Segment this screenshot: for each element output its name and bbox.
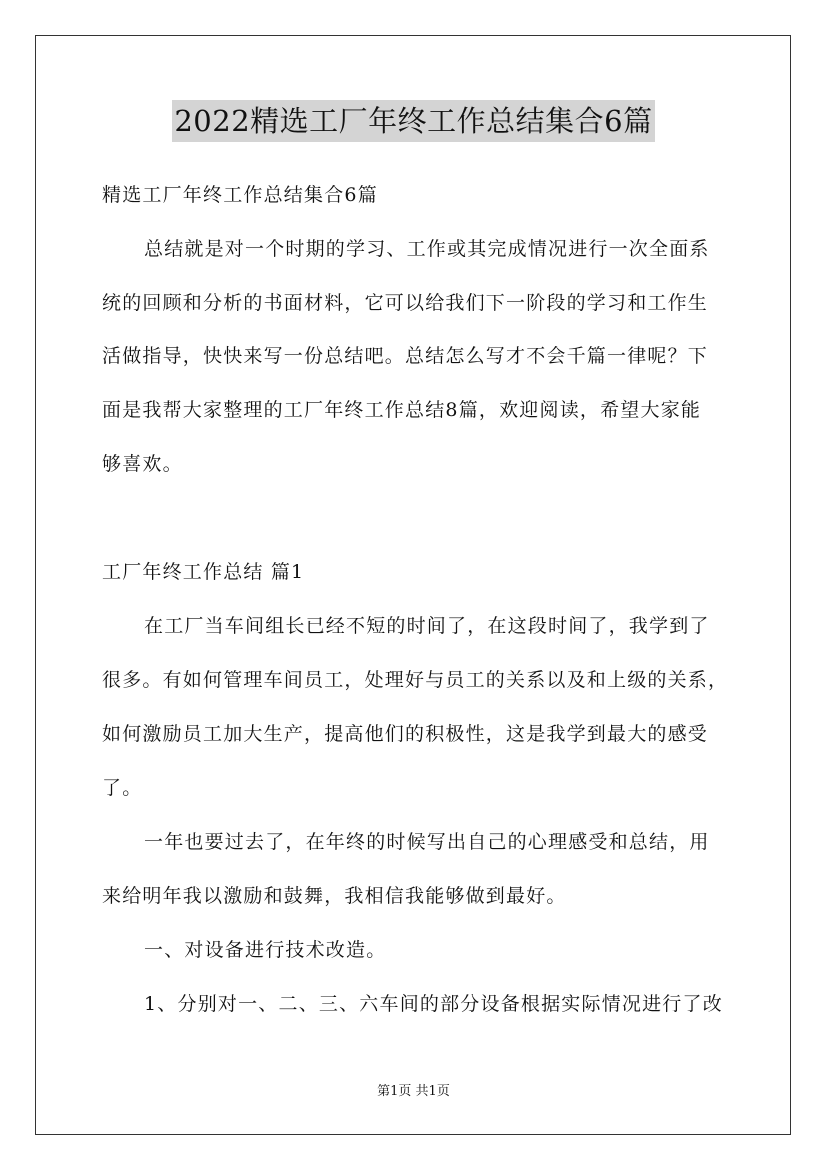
para1-line-2: 很多。有如何管理车间员工，处理好与员工的关系以及和上级的关系， xyxy=(102,669,729,691)
intro-line-5: 够喜欢。 xyxy=(102,453,183,475)
intro-line-4: 面是我帮大家整理的工厂年终工作总结8篇，欢迎阅读，希望大家能 xyxy=(102,399,702,421)
section-heading: 工厂年终工作总结 篇1 xyxy=(102,561,305,583)
item-heading: 一、对设备进行技术改造。 xyxy=(144,939,387,961)
para1-line-1: 在工厂当车间组长已经不短的时间了，在这段时间了，我学到了 xyxy=(144,615,710,637)
intro-line-3: 活做指导，快快来写一份总结吧。总结怎么写才不会千篇一律呢？下 xyxy=(102,345,709,367)
para2-line-1: 一年也要过去了，在年终的时候写出自己的心理感受和总结，用 xyxy=(144,831,710,853)
document-title: 2022精选工厂年终工作总结集合6篇 xyxy=(172,100,654,142)
para1-line-4: 了。 xyxy=(102,777,143,799)
intro-line-2: 统的回顾和分析的书面材料，它可以给我们下一阶段的学习和工作生 xyxy=(102,292,709,314)
intro-line-1: 总结就是对一个时期的学习、工作或其完成情况进行一次全面系 xyxy=(144,238,710,260)
para2-line-2: 来给明年我以激励和鼓舞，我相信我能够做到最好。 xyxy=(102,885,567,907)
document-subtitle: 精选工厂年终工作总结集合6篇 xyxy=(102,184,378,206)
title-container xyxy=(0,100,827,142)
item1-line: 1、分别对一、二、三、六车间的部分设备根据实际情况进行了改 xyxy=(144,993,723,1015)
page-footer: 第1页 共1页 xyxy=(377,1084,450,1099)
para1-line-3: 如何激励员工加大生产，提高他们的积极性，这是我学到最大的感受 xyxy=(102,723,709,745)
